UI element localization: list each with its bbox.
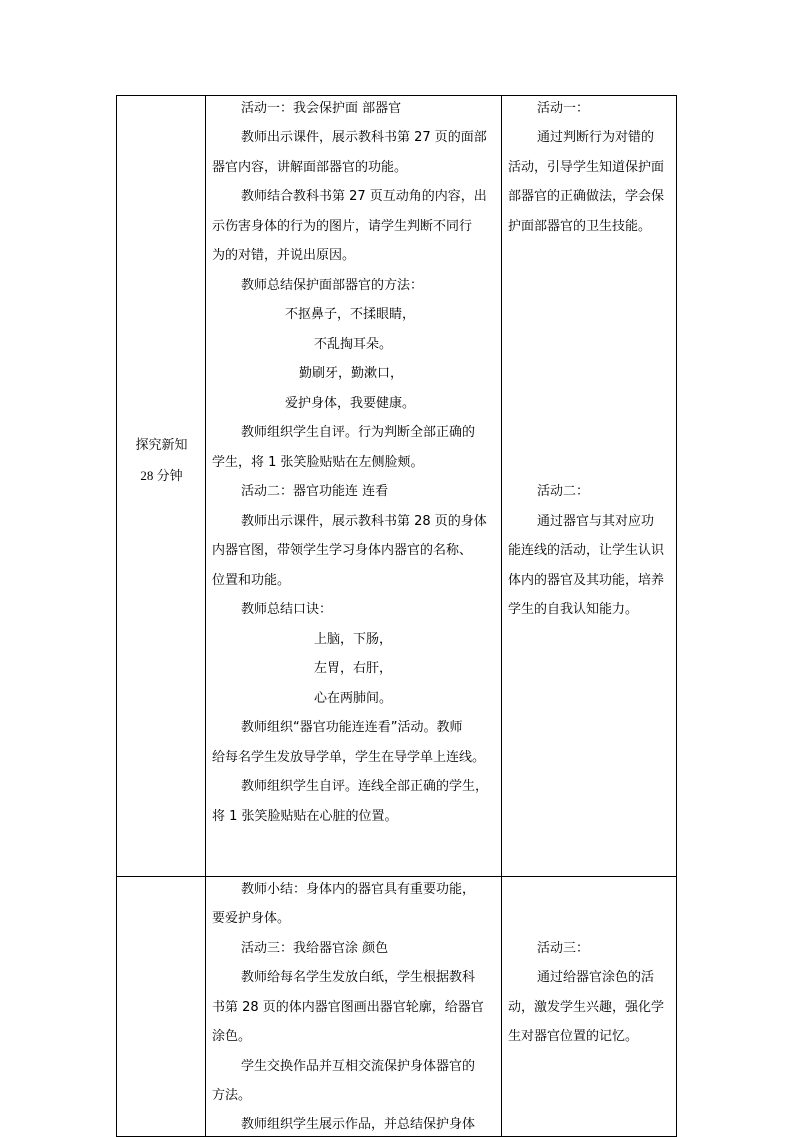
rhyme-line: 上脑，下肠， (314, 632, 393, 647)
summary-line: 要爱护身体。 (212, 911, 291, 926)
design-intent-column (502, 96, 676, 876)
text-line: 教师总结口诀： (241, 602, 333, 617)
text-line: 教师出示课件，展示教科书第 27 页的面部 (241, 130, 487, 145)
intent-line: 生对器官位置的记忆。 (508, 1029, 639, 1044)
rhyme-line: 爱护身体，我要健康。 (285, 396, 416, 411)
text-line: 为的对错，并说出原因。 (212, 248, 356, 263)
summary-line: 教师小结：身体内的器官具有重要功能， (241, 882, 476, 897)
intent-line: 学生的自我认知能力。 (508, 602, 639, 617)
intent-line: 活动，引导学生知道保护面 (508, 160, 665, 175)
text-line: 给每名学生发放导学单，学生在导学单上连线。 (212, 750, 486, 765)
text-line: 书第 28 页的体内器官图画出器官轮廓，给器官 (212, 1000, 484, 1015)
text-line: 内器官图，带领学生学习身体内器官的名称、 (212, 543, 473, 558)
intent-line: 通过判断行为对错的 (537, 130, 655, 145)
text-line: 教师给每名学生发放白纸，学生根据教科 (241, 970, 476, 985)
text-line: 教师组织学生自评。连线全部正确的学生， (241, 779, 489, 794)
activity-3-title: 活动三：我给器官涂 颜色 (241, 941, 389, 956)
intent-1-title: 活动一： (537, 101, 590, 116)
text-line: 学生交换作品并互相交流保护身体器官的 (241, 1059, 476, 1074)
text-line: 教师出示课件，展示教科书第 28 页的身体 (241, 514, 487, 529)
activity-1-title: 活动一：我会保护面 部器官 (241, 101, 402, 116)
text-line: 方法。 (212, 1088, 252, 1103)
text-line: 位置和功能。 (212, 573, 291, 588)
intent-2-title: 活动二： (537, 484, 590, 499)
intent-3-title: 活动三： (537, 941, 590, 956)
rhyme-line: 不抠鼻子，不揉眼睛， (285, 307, 416, 322)
rhyme-line: 左胃，右肝， (314, 661, 393, 676)
teaching-process-column (206, 96, 502, 876)
stage-column (117, 96, 206, 876)
text-line: 示伤害身体的行为的图片，请学生判断不同行 (212, 219, 473, 234)
intent-line: 通过给器官涂色的活 (537, 970, 655, 985)
text-line: 教师组织“器官功能连连看”活动。教师 (241, 720, 463, 735)
activity-2-title: 活动二：器官功能连 连看 (241, 484, 389, 499)
text-line: 器官内容，讲解面部器官的功能。 (212, 160, 408, 175)
lesson-table-section-1 (116, 95, 677, 877)
intent-line: 体内的器官及其功能，培养 (508, 573, 665, 588)
stage-name: 探究新知 (135, 438, 188, 453)
teaching-process-column (206, 877, 502, 1136)
intent-line: 护面部器官的卫生技能。 (508, 219, 652, 234)
rhyme-line: 勤刷牙，勤漱口， (299, 366, 404, 381)
rhyme-line: 不乱掏耳朵。 (314, 337, 393, 352)
stage-column (117, 877, 206, 1136)
rhyme-line: 心在两肺间。 (314, 691, 393, 706)
text-line: 将 1 张笑脸贴贴在心脏的位置。 (212, 809, 398, 824)
intent-line: 通过器官与其对应功 (537, 514, 655, 529)
design-intent-column (502, 877, 676, 1136)
intent-line: 部器官的正确做法，学会保 (508, 189, 665, 204)
text-line: 学生，将 1 张笑脸贴贴在左侧脸颊。 (212, 455, 424, 470)
text-line: 教师组织学生展示作品，并总结保护身体 (241, 1117, 476, 1132)
stage-time: 28 分钟 (140, 468, 183, 483)
text-line: 教师结合教科书第 27 页互动角的内容，出 (241, 189, 487, 204)
intent-line: 能连线的活动，让学生认识 (508, 543, 665, 558)
text-line: 教师总结保护面部器官的方法： (241, 278, 424, 293)
text-line: 涂色。 (212, 1029, 252, 1044)
intent-line: 动，激发学生兴趣，强化学 (508, 1000, 665, 1015)
lesson-table-section-2 (116, 877, 677, 1137)
text-line: 教师组织学生自评。行为判断全部正确的 (241, 425, 476, 440)
